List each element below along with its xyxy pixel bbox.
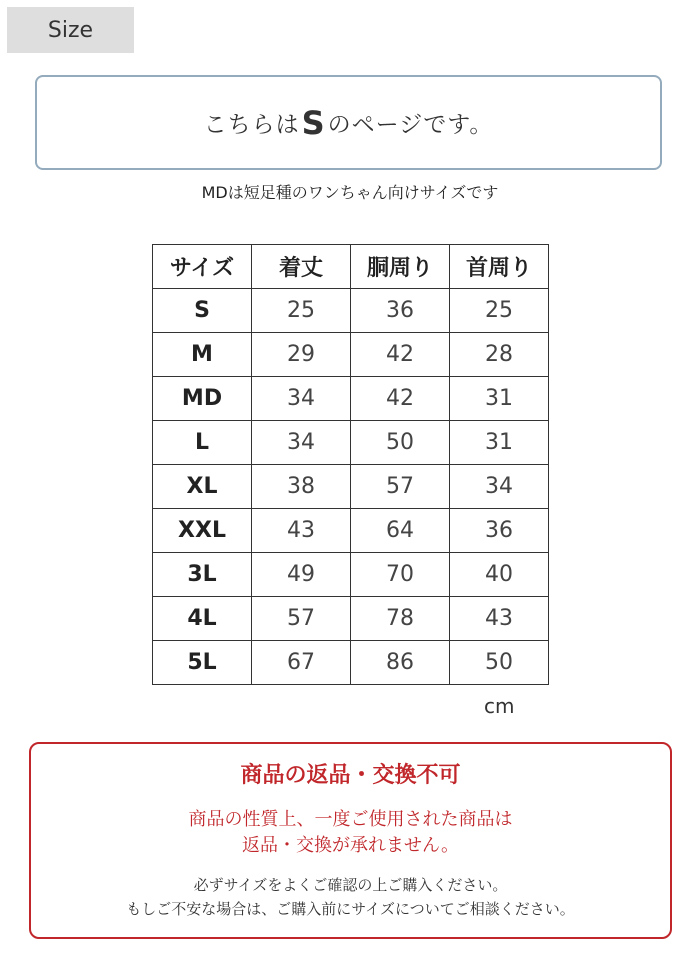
notice-size: S	[301, 103, 326, 142]
table-header-row	[153, 245, 549, 289]
size-cell: M	[153, 333, 252, 377]
length-cell: 43	[252, 509, 351, 553]
table-row	[153, 509, 549, 553]
chest-cell: 50	[351, 421, 450, 465]
warning-red-line: 商品の性質上、一度ご使用された商品は	[188, 809, 513, 830]
neck-cell: 50	[450, 641, 549, 685]
length-cell: 34	[252, 377, 351, 421]
chest-cell: 86	[351, 641, 450, 685]
size-cell: XL	[153, 465, 252, 509]
warning-gray-text	[31, 873, 670, 921]
length-cell: 38	[252, 465, 351, 509]
size-cell: XXL	[153, 509, 252, 553]
length-cell: 34	[252, 421, 351, 465]
size-table	[152, 244, 549, 685]
warning-gray-line: もしご不安な場合は、ご購入前にサイズについてご相談ください。	[126, 900, 575, 918]
neck-cell: 34	[450, 465, 549, 509]
length-cell: 25	[252, 289, 351, 333]
column-header: 着丈	[252, 245, 351, 289]
neck-cell: 36	[450, 509, 549, 553]
size-cell: 5L	[153, 641, 252, 685]
table-row	[153, 641, 549, 685]
chest-cell: 70	[351, 553, 450, 597]
size-cell: MD	[153, 377, 252, 421]
no-return-notice	[29, 742, 672, 939]
neck-cell: 40	[450, 553, 549, 597]
table-row	[153, 553, 549, 597]
table-row	[153, 597, 549, 641]
length-cell: 29	[252, 333, 351, 377]
neck-cell: 43	[450, 597, 549, 641]
size-cell: 3L	[153, 553, 252, 597]
chest-cell: 57	[351, 465, 450, 509]
column-header: 首周り	[450, 245, 549, 289]
column-header: サイズ	[153, 245, 252, 289]
chest-cell: 78	[351, 597, 450, 641]
md-subnote: MDは短足種のワンちゃん向けサイズです	[201, 183, 499, 202]
notice-suffix: のページです。	[327, 112, 494, 138]
table-row	[153, 421, 549, 465]
table-row	[153, 465, 549, 509]
warning-title: 商品の返品・交換不可	[240, 763, 461, 788]
table-row	[153, 377, 549, 421]
chest-cell: 42	[351, 377, 450, 421]
chest-cell: 42	[351, 333, 450, 377]
warning-gray-line: 必ずサイズをよくご確認の上ご購入ください。	[193, 876, 508, 894]
table-row	[153, 333, 549, 377]
chest-cell: 36	[351, 289, 450, 333]
neck-cell: 31	[450, 421, 549, 465]
notice-prefix: こちらは	[203, 112, 300, 138]
size-cell: S	[153, 289, 252, 333]
size-cell: L	[153, 421, 252, 465]
length-cell: 67	[252, 641, 351, 685]
warning-red-text	[31, 807, 670, 859]
length-cell: 49	[252, 553, 351, 597]
column-header: 胴周り	[351, 245, 450, 289]
chest-cell: 64	[351, 509, 450, 553]
size-tag	[7, 7, 134, 53]
table-row	[153, 289, 549, 333]
warning-red-line: 返品・交換が承れません。	[241, 835, 460, 856]
unit-label: cm	[484, 694, 515, 718]
length-cell: 57	[252, 597, 351, 641]
neck-cell: 31	[450, 377, 549, 421]
page-notice	[35, 75, 662, 170]
size-tag-label: Size	[47, 17, 94, 43]
neck-cell: 25	[450, 289, 549, 333]
size-cell: 4L	[153, 597, 252, 641]
neck-cell: 28	[450, 333, 549, 377]
